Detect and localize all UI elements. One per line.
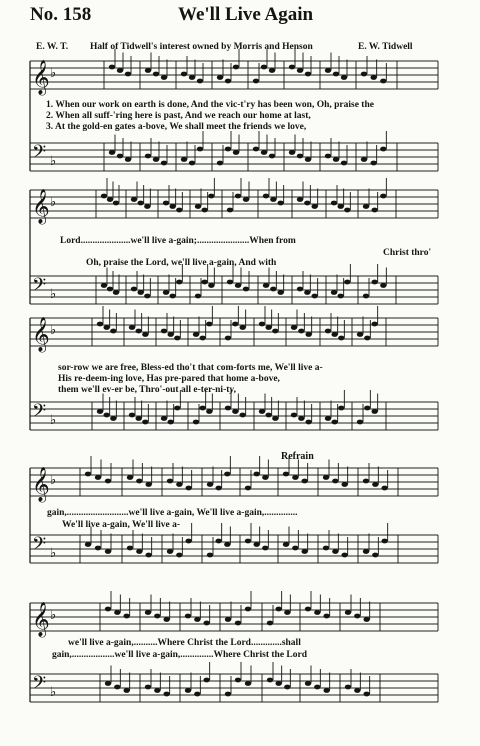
note-head [253, 542, 259, 547]
note-head [262, 475, 268, 480]
note-head [337, 204, 343, 209]
note-head [261, 65, 267, 70]
note-head [142, 420, 148, 425]
note-head [261, 150, 267, 155]
note-head [136, 479, 142, 484]
note-head [167, 479, 173, 484]
flat-icon: ♭ [50, 322, 57, 337]
credit-copyright-note: Half of Tidwell's interest owned by Morris and Henson [90, 42, 313, 52]
note-head [239, 413, 245, 418]
note-head [107, 197, 113, 202]
treble-clef-icon: 𝄞 [32, 190, 50, 223]
note-head [370, 161, 376, 166]
note-head [304, 201, 310, 206]
note-head [311, 294, 317, 299]
note-head [197, 79, 203, 84]
bass-clef-icon: 𝄢 [32, 672, 47, 697]
note-head [314, 685, 320, 690]
note-head [199, 336, 205, 341]
note-head [189, 161, 195, 166]
note-head [208, 283, 214, 288]
note-head [208, 194, 214, 199]
note-head [145, 68, 151, 73]
note-head [380, 79, 386, 84]
note-head [123, 614, 129, 619]
note-head [337, 294, 343, 299]
note-head [245, 681, 251, 686]
note-head [372, 482, 378, 487]
note-head [103, 325, 109, 330]
note-head [371, 208, 377, 213]
note-head [110, 329, 116, 334]
note-head [235, 194, 241, 199]
note-head [284, 610, 290, 615]
note-head [225, 406, 231, 411]
bass-clef-icon: 𝄢 [32, 141, 47, 166]
note-head [297, 154, 303, 159]
note-head [174, 406, 180, 411]
note-head [363, 617, 369, 622]
note-head [85, 472, 91, 477]
note-head [263, 283, 269, 288]
note-head [207, 553, 213, 558]
note-head [207, 482, 213, 487]
note-head [332, 549, 338, 554]
hymn-number: No. 158 [30, 4, 92, 25]
note-head [194, 692, 200, 697]
note-head [189, 75, 195, 80]
treble-clef-icon: 𝄞 [32, 603, 50, 636]
note-head [123, 688, 129, 693]
note-head [233, 65, 239, 70]
note-head [301, 549, 307, 554]
note-head [185, 688, 191, 693]
note-head [380, 283, 386, 288]
note-head [381, 539, 387, 544]
note-head [163, 617, 169, 622]
note-head [259, 322, 265, 327]
note-head [381, 486, 387, 491]
note-head [85, 542, 91, 547]
note-head [185, 486, 191, 491]
note-head [163, 201, 169, 206]
note-head [253, 147, 259, 152]
note-head [338, 336, 344, 341]
note-head [161, 161, 167, 166]
note-head [297, 287, 303, 292]
note-head [283, 542, 289, 547]
note-head [344, 208, 350, 213]
lyric-line: 1. When our work on earth is done, And the vic-t'ry has been won, Oh, praise the [46, 100, 374, 110]
note-head [105, 607, 111, 612]
note-head [325, 329, 331, 334]
note-head [135, 329, 141, 334]
bass-clef-icon: 𝄢 [32, 400, 47, 425]
note-head [225, 147, 231, 152]
note-head [283, 472, 289, 477]
bass-clef-icon: 𝄢 [32, 274, 47, 299]
note-head [289, 150, 295, 155]
note-head [161, 329, 167, 334]
lyric-line: His re-deem-ing love, Has pre-pared that home a-bove, [58, 374, 280, 384]
note-head [101, 194, 107, 199]
note-head [201, 280, 207, 285]
note-head [305, 607, 311, 612]
note-head [135, 416, 141, 421]
note-head [145, 553, 151, 558]
lyric-line: them we'll ev-er be, Thro'-out all e-ter-ni-ty, [58, 385, 236, 395]
note-head [338, 406, 344, 411]
note-head [354, 614, 360, 619]
note-head [354, 688, 360, 693]
note-head [243, 287, 249, 292]
note-head [364, 336, 370, 341]
refrain-label: Refrain [281, 451, 314, 462]
note-head [137, 290, 143, 295]
note-head [203, 678, 209, 683]
note-head [263, 194, 269, 199]
note-head [215, 486, 221, 491]
note-head [114, 610, 120, 615]
note-head [176, 553, 182, 558]
note-head [341, 482, 347, 487]
note-head [269, 68, 275, 73]
note-head [185, 539, 191, 544]
flat-icon: ♭ [50, 607, 57, 622]
lyric-line: Christ thro' [383, 248, 432, 258]
note-head [163, 692, 169, 697]
note-head [292, 475, 298, 480]
note-head [163, 290, 169, 295]
note-head [193, 420, 199, 425]
note-head [235, 283, 241, 288]
lyric-line: We'll live a-gain, We'll live a- [62, 520, 181, 530]
note-head [142, 332, 148, 337]
flat-icon: ♭ [50, 472, 57, 487]
note-head [341, 161, 347, 166]
note-head [265, 413, 271, 418]
lyric-line: gain,..........................we'll live a-gain, We'll live a-gain,.............. [47, 508, 298, 518]
flat-icon: ♭ [50, 545, 57, 560]
note-head [289, 65, 295, 70]
lyric-line: Oh, praise the Lord, we'll live a-gain, And with [86, 258, 277, 268]
note-head [195, 204, 201, 209]
note-head [224, 542, 230, 547]
note-head [331, 201, 337, 206]
note-head [372, 553, 378, 558]
note-head [305, 681, 311, 686]
note-head [153, 157, 159, 162]
note-head [127, 475, 133, 480]
note-head [129, 325, 135, 330]
note-head [363, 692, 369, 697]
note-head [239, 325, 245, 330]
note-head [114, 685, 120, 690]
note-head [259, 409, 265, 414]
note-head [363, 294, 369, 299]
note-head [332, 479, 338, 484]
note-head [131, 287, 137, 292]
note-head [325, 68, 331, 73]
note-head [269, 154, 275, 159]
note-head [292, 546, 298, 551]
note-head [181, 157, 187, 162]
note-head [145, 154, 151, 159]
note-head [272, 329, 278, 334]
note-head [167, 332, 173, 337]
note-head [323, 614, 329, 619]
lyric-line: 2. When all suff-'ring here is past, And we reach our home at last, [46, 111, 311, 121]
note-head [277, 201, 283, 206]
lyric-line: sor-row we are free, Bless-ed tho't that com-forts me, We'll live a- [58, 363, 323, 373]
note-head [174, 336, 180, 341]
note-head [311, 204, 317, 209]
note-head [153, 72, 159, 77]
note-head [145, 482, 151, 487]
note-head [245, 539, 251, 544]
note-head [97, 322, 103, 327]
credit-composer: E. W. Tidwell [358, 42, 413, 52]
note-head [361, 72, 367, 77]
note-head [176, 482, 182, 487]
note-head [227, 280, 233, 285]
note-head [195, 294, 201, 299]
note-head [197, 147, 203, 152]
note-head [95, 475, 101, 480]
note-head [127, 546, 133, 551]
credit-author-initials: E. W. T. [36, 42, 69, 52]
flat-icon: ♭ [50, 65, 57, 80]
note-head [144, 204, 150, 209]
note-head [203, 621, 209, 626]
note-head [169, 294, 175, 299]
note-head [125, 72, 131, 77]
note-head [301, 479, 307, 484]
flat-icon: ♭ [50, 684, 57, 699]
note-head [243, 197, 249, 202]
note-head [105, 681, 111, 686]
note-head [194, 617, 200, 622]
note-head [370, 75, 376, 80]
note-head [110, 416, 116, 421]
note-head [217, 75, 223, 80]
note-head [225, 692, 231, 697]
note-head [185, 614, 191, 619]
note-head [227, 208, 233, 213]
note-head [232, 322, 238, 327]
note-head [291, 325, 297, 330]
note-head [267, 621, 273, 626]
note-head [284, 685, 290, 690]
note-head [206, 322, 212, 327]
note-head [380, 147, 386, 152]
note-head [145, 610, 151, 615]
note-head [270, 287, 276, 292]
note-head [225, 79, 231, 84]
lyric-line: Lord.....................we'll live a-gain;......................When from [60, 236, 296, 246]
note-head [331, 420, 337, 425]
note-head [154, 614, 160, 619]
note-head [357, 420, 363, 425]
note-head [333, 157, 339, 162]
note-head [272, 416, 278, 421]
flat-icon: ♭ [50, 412, 57, 427]
lyric-line: gain,..................we'll live a-gain,..............Where Christ the Lord [52, 650, 307, 660]
note-head [95, 546, 101, 551]
note-head [161, 75, 167, 80]
note-head [181, 72, 187, 77]
note-head [305, 72, 311, 77]
note-head [363, 479, 369, 484]
note-head [117, 154, 123, 159]
note-head [145, 685, 151, 690]
note-head [167, 420, 173, 425]
note-head [167, 549, 173, 554]
note-head [298, 329, 304, 334]
note-head [357, 332, 363, 337]
note-head [125, 157, 131, 162]
note-head [113, 290, 119, 295]
note-head [298, 416, 304, 421]
note-head [325, 154, 331, 159]
note-head [361, 157, 367, 162]
note-head [169, 204, 175, 209]
note-head [245, 486, 251, 491]
note-head [224, 472, 230, 477]
note-head [371, 280, 377, 285]
note-head [105, 479, 111, 484]
note-head [97, 409, 103, 414]
note-head [235, 678, 241, 683]
note-head [297, 68, 303, 73]
note-head [144, 294, 150, 299]
note-head [305, 157, 311, 162]
note-head [154, 688, 160, 693]
note-head [323, 546, 329, 551]
note-head [129, 413, 135, 418]
note-head [323, 688, 329, 693]
note-head [201, 208, 207, 213]
note-head [225, 617, 231, 622]
treble-clef-icon: 𝄞 [32, 318, 50, 351]
note-head [344, 280, 350, 285]
note-head [363, 549, 369, 554]
note-head [199, 406, 205, 411]
note-head [267, 678, 273, 683]
note-head [131, 197, 137, 202]
treble-clef-icon: 𝄞 [32, 61, 50, 94]
note-head [297, 197, 303, 202]
note-head [275, 681, 281, 686]
note-head [113, 201, 119, 206]
staff-system [30, 49, 438, 171]
note-head [275, 607, 281, 612]
lyric-line: 3. At the gold-en gates a-bove, We shall meet the friends we love, [46, 122, 307, 132]
note-head [225, 336, 231, 341]
note-head [176, 208, 182, 213]
note-head [380, 194, 386, 199]
note-head [161, 416, 167, 421]
note-head [363, 204, 369, 209]
note-head [304, 290, 310, 295]
note-head [371, 409, 377, 414]
note-head [107, 287, 113, 292]
note-head [137, 201, 143, 206]
note-head [245, 607, 251, 612]
bass-clef-icon: 𝄢 [32, 533, 47, 558]
note-head [371, 322, 377, 327]
note-head [109, 150, 115, 155]
note-head [305, 420, 311, 425]
note-head [105, 549, 111, 554]
note-head [314, 610, 320, 615]
note-head [103, 413, 109, 418]
treble-clef-icon: 𝄞 [32, 468, 50, 501]
note-head [331, 290, 337, 295]
note-head [193, 332, 199, 337]
note-head [291, 413, 297, 418]
flat-icon: ♭ [50, 153, 57, 168]
note-head [325, 416, 331, 421]
flat-icon: ♭ [50, 286, 57, 301]
note-head [323, 475, 329, 480]
note-head [101, 283, 107, 288]
note-head [235, 621, 241, 626]
note-head [331, 332, 337, 337]
note-head [253, 472, 259, 477]
note-head [206, 409, 212, 414]
note-head [305, 332, 311, 337]
note-head [217, 161, 223, 166]
note-head [117, 68, 123, 73]
note-head [233, 150, 239, 155]
note-head [262, 546, 268, 551]
note-head [176, 280, 182, 285]
note-head [232, 409, 238, 414]
note-head [109, 65, 115, 70]
note-head [341, 553, 347, 558]
note-head [215, 539, 221, 544]
note-head [265, 325, 271, 330]
note-head [270, 197, 276, 202]
note-head [341, 75, 347, 80]
note-head [136, 549, 142, 554]
note-head [333, 72, 339, 77]
note-head [277, 290, 283, 295]
note-head [345, 610, 351, 615]
note-head [345, 685, 351, 690]
note-head [253, 79, 259, 84]
note-head [364, 406, 370, 411]
hymn-title: We'll Live Again [178, 4, 314, 25]
lyric-line: we'll live a-gain,..........Where Christ the Lord.............shall [68, 638, 301, 648]
flat-icon: ♭ [50, 194, 57, 209]
